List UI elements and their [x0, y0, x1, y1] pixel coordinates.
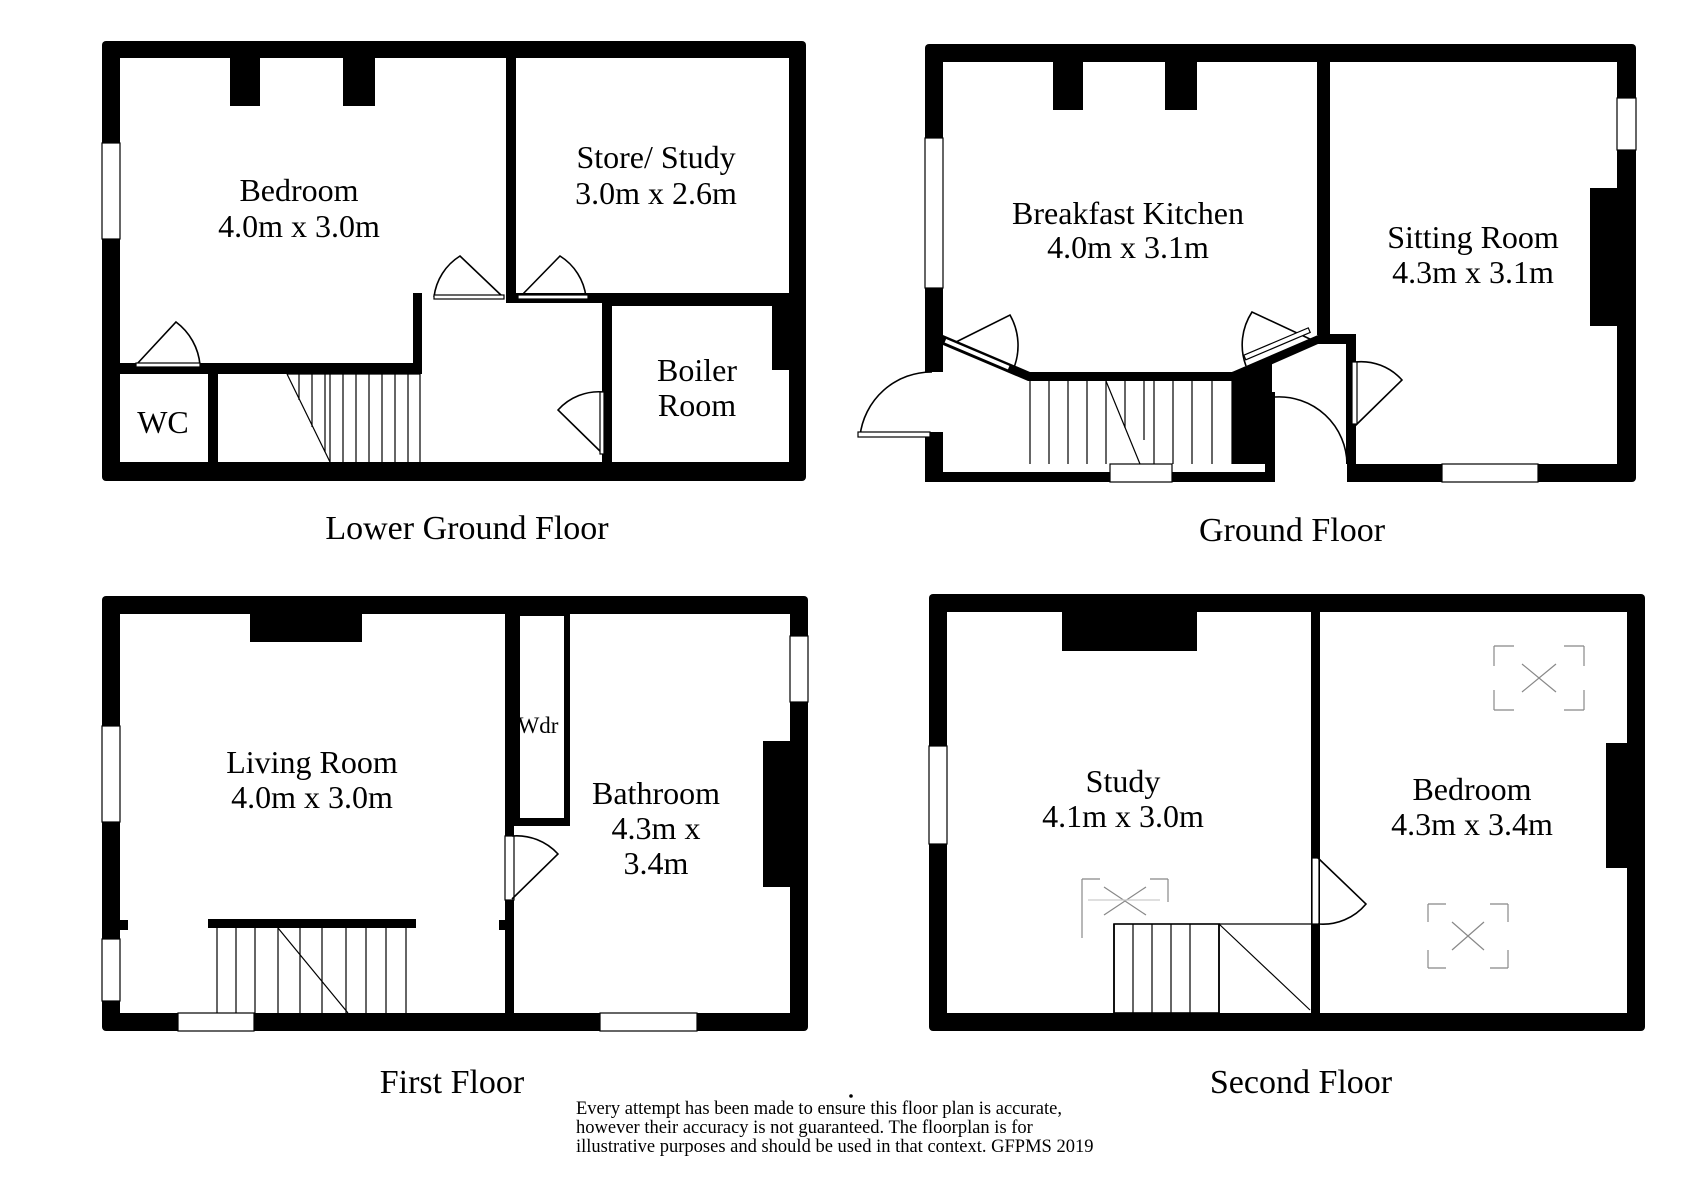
chimney-breast	[230, 58, 260, 106]
living-room-label: Living Room	[226, 744, 398, 780]
internal-wall	[413, 293, 422, 374]
chimney-breast	[1590, 188, 1617, 326]
chimney-breast	[250, 614, 362, 642]
dot	[849, 1094, 853, 1098]
internal-wall	[1265, 392, 1275, 472]
kitchen-size: 4.0m x 3.1m	[1047, 229, 1209, 265]
chimney-breast	[1053, 62, 1083, 110]
store-label: Store/ Study	[576, 139, 736, 175]
ground-floor-plan	[858, 44, 1636, 549]
window	[925, 138, 943, 288]
window	[102, 143, 120, 239]
internal-wall	[208, 374, 218, 462]
entry-gap	[925, 372, 943, 432]
study-label: Study	[1085, 763, 1161, 799]
disclaimer-line-2: however their accuracy is not guaranteed. The floorplan is for	[576, 1118, 1033, 1138]
store-size: 3.0m x 2.6m	[575, 175, 737, 211]
first-floor-title: First Floor	[379, 1064, 525, 1101]
door-leaf	[600, 392, 604, 454]
door-leaf	[1352, 362, 1357, 424]
internal-wall	[120, 920, 128, 930]
internal-wall	[1318, 62, 1328, 344]
door-leaf	[858, 432, 930, 437]
bathroom-label: Bathroom	[592, 775, 720, 811]
internal-wall	[505, 614, 514, 1013]
bedroom-size: 4.0m x 3.0m	[218, 208, 380, 244]
disclaimer-line-1: Every attempt has been made to ensure this floor plan is accurate,	[576, 1099, 1062, 1119]
door-leaf	[518, 295, 588, 299]
bedroom-label: Bedroom	[1412, 771, 1532, 807]
window	[790, 636, 808, 702]
sitting-room-size: 4.3m x 3.1m	[1392, 254, 1554, 290]
second-floor-title: Second Floor	[1209, 1064, 1393, 1101]
door-leaf	[434, 295, 504, 299]
boiler-label-line1: Boiler	[657, 352, 737, 388]
bedroom-label: Bedroom	[239, 172, 359, 208]
study-size: 4.1m x 3.0m	[1042, 798, 1204, 834]
door-leaf	[505, 836, 514, 900]
boiler-label-line2: Room	[657, 387, 737, 423]
first-floor-plan	[102, 596, 808, 1101]
disclaimer-line-3: illustrative purposes and should be used in that context. GFPMS 2019	[576, 1137, 1094, 1157]
chimney-breast	[1062, 612, 1197, 651]
boiler-unit	[772, 306, 789, 370]
window	[102, 726, 120, 822]
chimney-breast	[1165, 62, 1197, 110]
living-room-size: 4.0m x 3.0m	[231, 779, 393, 815]
wardrobe-label: Wdr	[517, 713, 559, 738]
internal-wall	[499, 920, 505, 930]
window	[178, 1013, 254, 1031]
window	[600, 1013, 697, 1031]
window	[102, 939, 120, 1001]
bedroom-size: 4.3m x 3.4m	[1391, 806, 1553, 842]
window	[1617, 98, 1636, 150]
door-leaf	[136, 363, 200, 367]
lower-ground-floor-title: Lower Ground Floor	[325, 510, 609, 547]
hall-interior	[422, 303, 602, 462]
lower-ground-floor-plan	[102, 41, 806, 547]
window	[1110, 464, 1172, 482]
internal-wall	[506, 58, 516, 303]
entry-gap	[1275, 464, 1347, 482]
window	[929, 746, 947, 844]
chimney-breast	[1606, 743, 1627, 868]
kitchen-label: Breakfast Kitchen	[1012, 195, 1244, 231]
chimney-breast	[343, 58, 375, 106]
internal-wall	[925, 432, 943, 482]
internal-wall	[925, 340, 943, 372]
internal-wall	[1311, 612, 1320, 1013]
bathroom-size-line2: 3.4m	[623, 845, 689, 881]
ground-floor-title: Ground Floor	[1198, 512, 1386, 549]
stair-landing	[208, 919, 416, 928]
second-floor-plan	[929, 594, 1645, 1101]
bathroom-size-line1: 4.3m x	[611, 810, 701, 846]
wc-label: WC	[137, 404, 189, 440]
chimney-breast	[763, 741, 790, 887]
window	[1442, 464, 1538, 482]
door-leaf	[1312, 858, 1319, 924]
sitting-room-label: Sitting Room	[1387, 219, 1559, 255]
front-door-swing	[860, 372, 932, 436]
